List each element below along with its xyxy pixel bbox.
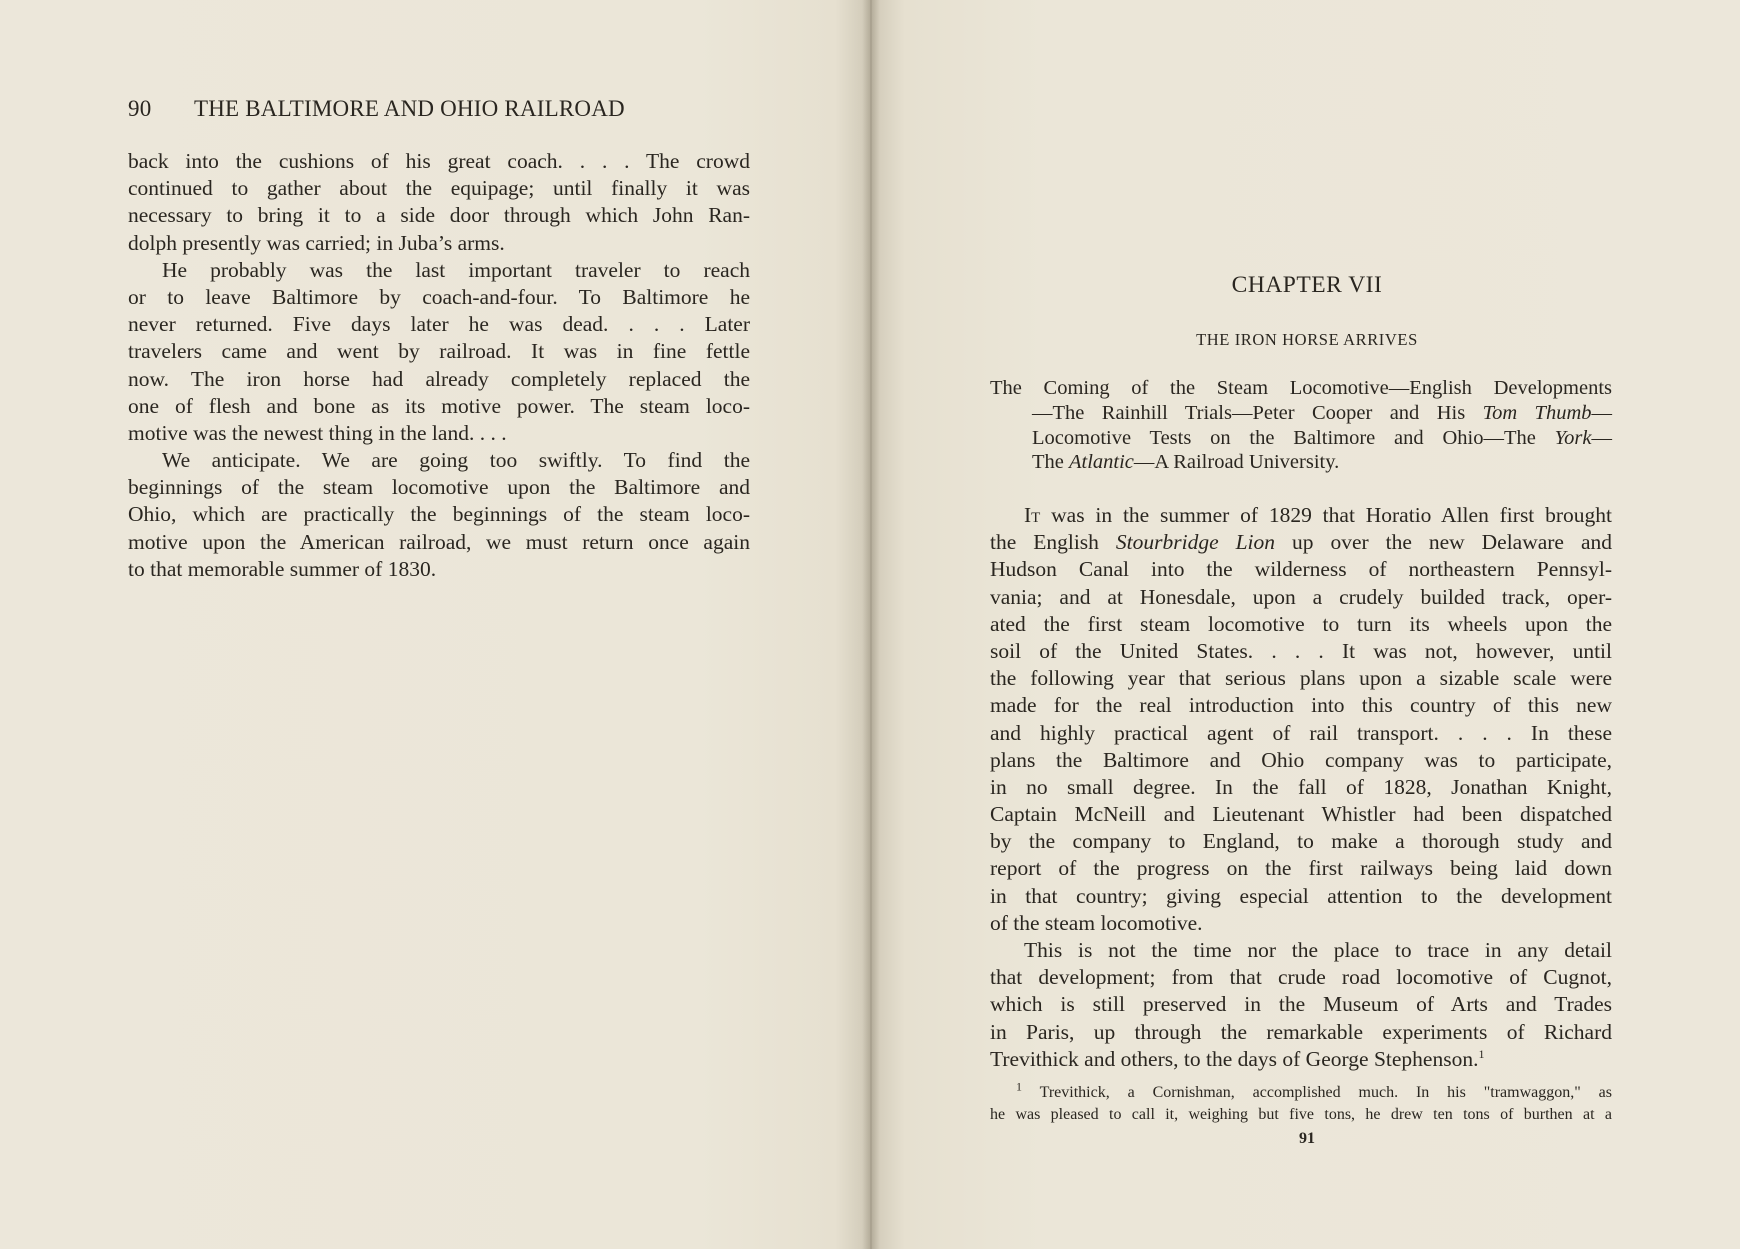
footnote-marker: 1: [1016, 1079, 1022, 1094]
text-line: Hudson Canal into the wilderness of northeastern Pennsyl-: [990, 557, 1612, 582]
synopsis-text: —The Rainhill Trials—Peter Cooper and His: [1032, 401, 1483, 424]
text-line: We anticipate. We are going too swiftly. To find the: [162, 448, 750, 473]
italic-stourbridge-lion: Stourbridge Lion: [1115, 530, 1276, 555]
text-line: plans the Baltimore and Ohio company was to participate,: [990, 747, 1612, 772]
text-line: [990, 1046, 1612, 1073]
text-line: dolph presently was carried; in Juba’s arms.: [128, 230, 505, 255]
synopsis-line: [990, 450, 1612, 475]
text-line: now. The iron horse had already completely replaced the: [128, 366, 750, 391]
paragraph: [128, 447, 750, 583]
text-line: in that country; giving especial attention to the development: [990, 883, 1612, 908]
text-line: made for the real introduction into this country of this new: [990, 693, 1612, 718]
footnote-text: Trevithick, a Cornishman, accomplished much. In his "tramwaggon," as: [1039, 1084, 1613, 1101]
text-segment: the English: [990, 530, 1116, 555]
text-line: by the company to England, to make a thorough study and: [990, 829, 1612, 854]
synopsis-italic-tom-thumb: Tom Thumb: [1482, 401, 1592, 424]
text-segment: up over the new Delaware and: [1275, 530, 1612, 555]
text-line: one of flesh and bone as its motive power. The steam loco-: [128, 393, 750, 418]
synopsis-italic-york: York: [1554, 426, 1592, 449]
text-line: ated the first steam locomotive to turn its wheels upon the: [990, 611, 1612, 636]
synopsis-text: —: [1591, 426, 1612, 449]
running-head-title: THE BALTIMORE AND OHIO RAILROAD: [194, 96, 625, 121]
text-line: the following year that serious plans upon a sizable scale were: [990, 666, 1612, 691]
opening-word: It: [1024, 503, 1041, 527]
text-line: of the steam locomotive.: [990, 910, 1203, 935]
text-line: or to leave Baltimore by coach-and-four. To Baltimore he: [128, 284, 750, 309]
paragraph: [128, 257, 750, 447]
text-line: This is not the time nor the place to trace in any detail: [1024, 938, 1612, 962]
text-line: travelers came and went by railroad. It was in fine fettle: [128, 339, 750, 364]
footnote-reference[interactable]: 1: [1478, 1046, 1485, 1061]
page-number-left: 90: [128, 96, 152, 121]
text-line: He probably was the last important traveler to reach: [162, 257, 750, 282]
synopsis-text: Locomotive Tests on the Baltimore and Ohio—The: [1032, 426, 1555, 449]
page-number-right: 91: [1299, 1130, 1315, 1147]
text-line: to that memorable summer of 1830.: [128, 556, 437, 581]
text-line: necessary to bring it to a side door through which John Ran-: [128, 203, 750, 228]
synopsis-text: The: [1032, 451, 1069, 474]
synopsis-text: —A Railroad University.: [1133, 451, 1340, 474]
text-line: that development; from that crude road locomotive of Cugnot,: [990, 965, 1612, 990]
text-line: motive upon the American railroad, we must return once again: [128, 529, 750, 554]
text-line: continued to gather about the equipage; until finally it was: [128, 176, 750, 201]
right-page-body: [990, 502, 1612, 1073]
text-segment: was in the summer of 1829 that Horatio Allen first brought: [1040, 503, 1612, 527]
left-page: [0, 0, 866, 1249]
text-line: never returned. Five days later he was dead. . . . Later: [128, 312, 750, 337]
synopsis-line: [990, 426, 1612, 451]
text-line: in no small degree. In the fall of 1828, Jonathan Knight,: [990, 774, 1612, 799]
text-line: motive was the newest thing in the land. . . .: [128, 420, 507, 445]
running-head: [128, 96, 750, 122]
text-line: in Paris, up through the remarkable experiments of Richard: [990, 1019, 1612, 1044]
text-line: back into the cushions of his great coach. . . . The crowd: [128, 149, 750, 173]
text-line: soil of the United States. . . . It was not, however, until: [990, 638, 1612, 663]
footnote-line: he was pleased to call it, weighing but five tons, he drew ten tons of burthen at a: [990, 1105, 1612, 1123]
chapter-subtitle: THE IRON HORSE ARRIVES: [1196, 330, 1418, 349]
text-line: vania; and at Honesdale, upon a crudely builded track, oper-: [990, 584, 1612, 609]
text-segment: Trevithick and others, to the days of George Stephenson.: [990, 1046, 1479, 1071]
footnote-line: [990, 1079, 1613, 1104]
paragraph: [990, 502, 1612, 937]
text-line: report of the progress on the first railways being laid down: [990, 856, 1612, 881]
text-line: beginnings of the steam locomotive upon the Baltimore and: [128, 475, 750, 500]
left-page-body: [128, 148, 750, 583]
synopsis-line: [990, 401, 1612, 426]
text-line: [990, 529, 1612, 556]
synopsis-text: —: [1591, 401, 1613, 424]
synopsis-italic-atlantic: Atlantic: [1069, 451, 1134, 474]
synopsis-line: The Coming of the Steam Locomotive—English Developments: [990, 377, 1612, 399]
chapter-synopsis: [990, 376, 1612, 475]
chapter-title: CHAPTER VII: [1231, 272, 1383, 298]
text-line: Ohio, which are practically the beginnings of the steam loco-: [128, 502, 750, 527]
paragraph: [990, 937, 1612, 1073]
text-line: [990, 502, 1612, 529]
footnote: [990, 1079, 1613, 1125]
text-line: Captain McNeill and Lieutenant Whistler had been dispatched: [990, 802, 1612, 827]
text-line: and highly practical agent of rail transport. . . . In these: [990, 720, 1612, 745]
right-page: [874, 0, 1740, 1249]
text-line: which is still preserved in the Museum of Arts and Trades: [990, 992, 1612, 1017]
paragraph: [128, 148, 750, 257]
